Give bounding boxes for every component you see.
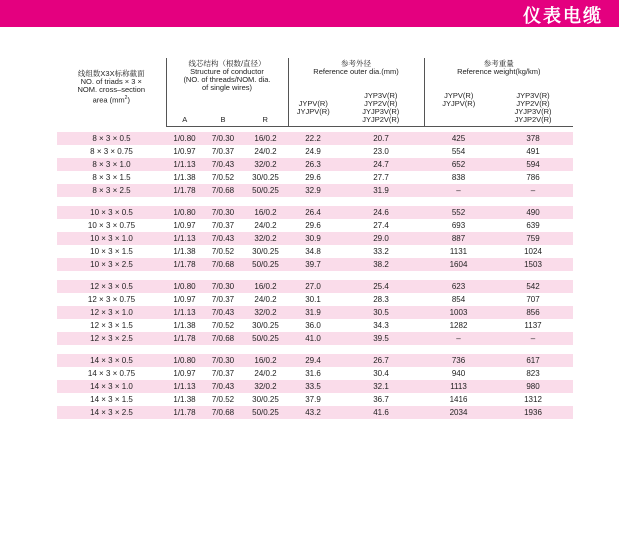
cell-outer-dia-b: 28.3 [338,293,424,306]
cell-weight-a: 1604 [424,258,493,271]
cell-outer-dia-a: 22.2 [288,132,338,145]
cell-outer-dia-b: 31.9 [338,184,424,197]
table-row [57,184,573,197]
cell-structure-r: 32/0.2 [243,380,288,393]
cell-structure-r: 24/0.2 [243,293,288,306]
cell-outer-dia-b: 26.7 [338,354,424,367]
cell-structure-r: 50/0.25 [243,406,288,419]
table-row [57,367,573,380]
table-row [57,319,573,332]
cell-structure-r: 32/0.2 [243,232,288,245]
cell-size: 14 × 3 × 0.75 [57,367,166,380]
cell-weight-b: 980 [493,380,573,393]
cell-size: 12 × 3 × 0.75 [57,293,166,306]
cell-structure-r: 24/0.2 [243,367,288,380]
cell-weight-a: 854 [424,293,493,306]
cell-outer-dia-a: 31.9 [288,306,338,319]
cell-weight-b: 823 [493,367,573,380]
cell-weight-a: 1003 [424,306,493,319]
col-structure-header: 线芯结构（根数/直径） Structure of conductor (NO. of threads/NOM. dia. of single wires) [166,58,288,92]
cell-structure-b: 7/0.30 [203,280,243,293]
header-banner [0,0,619,27]
cell-structure-b: 7/0.68 [203,332,243,345]
cell-structure-a: 1/1.78 [166,184,203,197]
cell-structure-a: 1/1.38 [166,319,203,332]
structure-r-header: R [243,92,288,127]
cell-outer-dia-a: 41.0 [288,332,338,345]
cell-structure-a: 1/0.80 [166,354,203,367]
cell-size: 10 × 3 × 1.5 [57,245,166,258]
table-row [57,219,573,232]
cell-structure-a: 1/1.38 [166,393,203,406]
cell-structure-a: 1/1.78 [166,332,203,345]
cell-weight-b: 378 [493,132,573,145]
cell-structure-r: 16/0.2 [243,280,288,293]
cell-size: 12 × 3 × 1.0 [57,306,166,319]
cell-outer-dia-a: 29.6 [288,219,338,232]
cell-outer-dia-b: 41.6 [338,406,424,419]
col-outer-dia-header: 参考外径 Reference outer dia.(mm) [288,58,424,92]
table-row [57,354,573,367]
cell-size: 8 × 3 × 0.75 [57,145,166,158]
cell-structure-b: 7/0.68 [203,406,243,419]
cell-weight-b: 491 [493,145,573,158]
cell-weight-b: – [493,332,573,345]
table-row [57,171,573,184]
outer-dia-a-header: JYPV(R) JYJPV(R) [288,92,338,127]
cell-structure-r: 50/0.25 [243,332,288,345]
cell-weight-a: 1131 [424,245,493,258]
cell-structure-a: 1/0.80 [166,280,203,293]
cell-outer-dia-b: 23.0 [338,145,424,158]
cell-weight-a: 623 [424,280,493,293]
cell-structure-r: 30/0.25 [243,245,288,258]
cell-weight-b: 594 [493,158,573,171]
cell-size: 14 × 3 × 1.0 [57,380,166,393]
table-row [57,380,573,393]
cell-outer-dia-a: 31.6 [288,367,338,380]
cell-weight-a: 940 [424,367,493,380]
cell-weight-b: 1024 [493,245,573,258]
cell-outer-dia-b: 30.4 [338,367,424,380]
cell-weight-a: 554 [424,145,493,158]
table-row [57,406,573,419]
table-row [57,293,573,306]
cell-outer-dia-b: 34.3 [338,319,424,332]
cell-outer-dia-b: 32.1 [338,380,424,393]
table-row [57,306,573,319]
cell-size: 8 × 3 × 2.5 [57,184,166,197]
cell-weight-b: 786 [493,171,573,184]
cell-outer-dia-a: 32.9 [288,184,338,197]
cell-outer-dia-a: 24.9 [288,145,338,158]
cell-size: 12 × 3 × 1.5 [57,319,166,332]
cell-weight-a: – [424,184,493,197]
cell-outer-dia-b: 29.0 [338,232,424,245]
cell-structure-r: 16/0.2 [243,354,288,367]
structure-b-header: B [203,92,243,127]
cell-structure-r: 32/0.2 [243,306,288,319]
group-spacer-cell [57,271,573,280]
cell-weight-a: 652 [424,158,493,171]
cell-structure-a: 1/0.97 [166,293,203,306]
cell-structure-b: 7/0.68 [203,184,243,197]
cell-weight-b: 542 [493,280,573,293]
col-size-header: 线组数X3X标称截面 NO. of triads × 3 × NOM. cross–section area $(mm^2)$ [77,69,146,105]
cell-structure-a: 1/0.97 [166,145,203,158]
cell-weight-b: 1936 [493,406,573,419]
table-row [57,258,573,271]
cell-weight-a: 693 [424,219,493,232]
cell-structure-a: 1/1.13 [166,232,203,245]
cell-outer-dia-a: 39.7 [288,258,338,271]
cell-structure-r: 16/0.2 [243,132,288,145]
cell-outer-dia-a: 30.9 [288,232,338,245]
cell-outer-dia-a: 30.1 [288,293,338,306]
cell-weight-a: 736 [424,354,493,367]
cell-size: 10 × 3 × 2.5 [57,258,166,271]
cable-spec-table [57,58,573,419]
cell-outer-dia-b: 24.6 [338,206,424,219]
col-weight-header: 参考重量 Reference weight(kg/km) [424,58,573,92]
cell-size: 8 × 3 × 1.5 [57,171,166,184]
cell-structure-a: 1/1.78 [166,406,203,419]
cell-outer-dia-a: 26.3 [288,158,338,171]
cell-outer-dia-b: 38.2 [338,258,424,271]
cell-outer-dia-b: 33.2 [338,245,424,258]
table-row [57,232,573,245]
cell-weight-b: – [493,184,573,197]
cell-structure-r: 30/0.25 [243,319,288,332]
cell-structure-b: 7/0.52 [203,171,243,184]
cell-structure-b: 7/0.37 [203,145,243,158]
cell-structure-r: 30/0.25 [243,171,288,184]
cell-structure-r: 30/0.25 [243,393,288,406]
table-row [57,245,573,258]
cell-structure-r: 50/0.25 [243,184,288,197]
cell-weight-a: 552 [424,206,493,219]
cell-weight-b: 490 [493,206,573,219]
cell-structure-b: 7/0.43 [203,380,243,393]
cell-structure-b: 7/0.37 [203,219,243,232]
cell-outer-dia-a: 33.5 [288,380,338,393]
cell-size: 12 × 3 × 2.5 [57,332,166,345]
cell-outer-dia-b: 30.5 [338,306,424,319]
cell-structure-a: 1/1.38 [166,171,203,184]
table-row [57,393,573,406]
table-row [57,132,573,145]
cell-outer-dia-a: 43.2 [288,406,338,419]
group-spacer [57,345,573,354]
cell-structure-b: 7/0.68 [203,258,243,271]
cell-structure-b: 7/0.43 [203,158,243,171]
cell-structure-b: 7/0.30 [203,206,243,219]
cell-size: 8 × 3 × 0.5 [57,132,166,145]
cell-weight-b: 639 [493,219,573,232]
cell-weight-a: 1282 [424,319,493,332]
cell-structure-a: 1/0.97 [166,367,203,380]
group-spacer [57,197,573,206]
cell-structure-r: 50/0.25 [243,258,288,271]
cell-weight-a: 1113 [424,380,493,393]
cell-structure-b: 7/0.52 [203,245,243,258]
cell-structure-a: 1/1.13 [166,380,203,393]
cell-weight-a: – [424,332,493,345]
cell-outer-dia-b: 36.7 [338,393,424,406]
cell-structure-a: 1/0.97 [166,219,203,232]
table-row [57,332,573,345]
table-row [57,145,573,158]
cell-weight-b: 1312 [493,393,573,406]
cell-outer-dia-a: 26.4 [288,206,338,219]
cell-weight-b: 759 [493,232,573,245]
cell-structure-r: 16/0.2 [243,206,288,219]
cell-structure-b: 7/0.37 [203,367,243,380]
cell-structure-b: 7/0.43 [203,232,243,245]
cell-size: 14 × 3 × 0.5 [57,354,166,367]
cell-weight-b: 617 [493,354,573,367]
cell-outer-dia-a: 37.9 [288,393,338,406]
page-title: 仪表电缆 [523,6,603,27]
cell-structure-a: 1/1.13 [166,158,203,171]
cell-outer-dia-a: 34.8 [288,245,338,258]
cell-structure-b: 7/0.43 [203,306,243,319]
cell-size: 10 × 3 × 1.0 [57,232,166,245]
cell-structure-b: 7/0.52 [203,393,243,406]
weight-b-header: JYP3V(R) JYP2V(R) JYJP3V(R) JYJP2V(R) [493,92,573,127]
outer-dia-b-header: JYP3V(R) JYP2V(R) JYJP3V(R) JYJP2V(R) [338,92,424,127]
cell-structure-a: 1/1.78 [166,258,203,271]
cell-size: 8 × 3 × 1.0 [57,158,166,171]
cell-outer-dia-b: 27.4 [338,219,424,232]
cell-weight-b: 1137 [493,319,573,332]
cell-outer-dia-b: 24.7 [338,158,424,171]
cell-weight-a: 1416 [424,393,493,406]
cell-structure-b: 7/0.30 [203,132,243,145]
cell-size: 14 × 3 × 1.5 [57,393,166,406]
cell-weight-b: 856 [493,306,573,319]
cell-weight-a: 425 [424,132,493,145]
cell-weight-a: 838 [424,171,493,184]
cell-outer-dia-b: 20.7 [338,132,424,145]
cell-outer-dia-b: 25.4 [338,280,424,293]
cell-outer-dia-b: 27.7 [338,171,424,184]
cell-structure-b: 7/0.30 [203,354,243,367]
cell-weight-b: 1503 [493,258,573,271]
cell-weight-a: 2034 [424,406,493,419]
cell-size: 12 × 3 × 0.5 [57,280,166,293]
table-row [57,206,573,219]
structure-a-header: A [166,92,203,127]
cell-structure-a: 1/1.13 [166,306,203,319]
cell-outer-dia-a: 29.4 [288,354,338,367]
cell-outer-dia-b: 39.5 [338,332,424,345]
cell-structure-r: 32/0.2 [243,158,288,171]
group-spacer-cell [57,197,573,206]
cell-structure-b: 7/0.37 [203,293,243,306]
cell-structure-a: 1/1.38 [166,245,203,258]
cell-weight-a: 887 [424,232,493,245]
table-row [57,158,573,171]
table-row [57,280,573,293]
cell-structure-a: 1/0.80 [166,132,203,145]
cell-weight-b: 707 [493,293,573,306]
cell-size: 10 × 3 × 0.5 [57,206,166,219]
cell-outer-dia-a: 29.6 [288,171,338,184]
group-spacer [57,271,573,280]
cell-structure-a: 1/0.80 [166,206,203,219]
group-spacer-cell [57,345,573,354]
cell-size: 14 × 3 × 2.5 [57,406,166,419]
cell-structure-r: 24/0.2 [243,219,288,232]
cell-structure-r: 24/0.2 [243,145,288,158]
weight-a-header: JYPV(R) JYJPV(R) [424,92,493,127]
cell-size: 10 × 3 × 0.75 [57,219,166,232]
cell-outer-dia-a: 36.0 [288,319,338,332]
cell-outer-dia-a: 27.0 [288,280,338,293]
cell-structure-b: 7/0.52 [203,319,243,332]
